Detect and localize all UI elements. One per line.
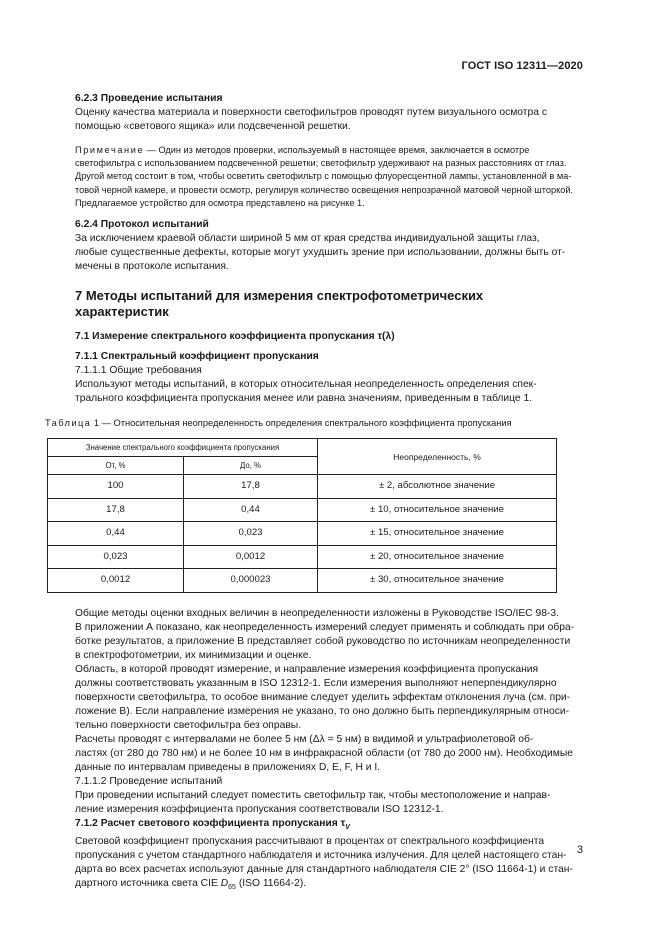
text-span: (ISO 11664-2). — [235, 877, 307, 889]
table-row — [48, 498, 557, 522]
table-row — [48, 545, 557, 569]
table-row — [48, 569, 557, 593]
table-cell-uncertainty: ± 20, относительное значение — [318, 545, 557, 569]
note-block — [75, 144, 583, 210]
paragraph-line: ложение В). Если направление измерения не указано, то оно должно быть перпендикулярным относи- — [75, 705, 570, 717]
table-cell-uncertainty: ± 15, относительное значение — [318, 522, 557, 546]
table-caption-label: Таблица — [45, 418, 92, 429]
section-heading-7: 7 Методы испытаний для измерения спектрофотометрических — [75, 288, 484, 304]
note-text: товой черной камере, и провести осмотр, регулируя количество освещения непрозрачной матовой черной шторкой. — [75, 184, 574, 195]
note-text: светофильтра с использованием подсвеченной решетки; светофильтр удерживают на разных расстояниях от глаз. — [75, 158, 567, 169]
illuminant-symbol: D — [220, 877, 229, 889]
section-heading-7-1-1: 7.1.1 Спектральный коэффициент пропускания — [75, 351, 319, 363]
paragraph-line: Область, в которой проводят измерение, и направление измерения коэффициента пропускания — [75, 663, 539, 675]
table-header-from: От, % — [48, 457, 184, 475]
table-cell-uncertainty: ± 30, относительное значение — [318, 569, 557, 593]
paragraph-line: ботке результатов, а приложение В представляет собой руководство по источникам неопределенности — [75, 635, 571, 647]
section-heading-6-2-4: 6.2.4 Протокол испытаний — [75, 219, 209, 231]
paragraph-line: Расчеты проводят с интервалами не более 5 нм (Δλ = 5 нм) в видимой и ультрафиолетовой об- — [75, 733, 534, 745]
table-cell-from: 0,0012 — [48, 569, 184, 593]
paragraph-line: поверхности светофильтра, то особое внимание следует уделить эффектам отклонения луча (см. при- — [75, 691, 571, 703]
paragraph-line: ластях (от 280 до 780 нм) и не более 10 нм в инфракрасной области (от 780 до 2000 нм). Необходимые — [75, 747, 573, 759]
standard-id-header: ГОСТ ISO 12311—2020 — [461, 60, 583, 72]
paragraph-line: должны соответствовать указанным в ISO 12312-1. Если измерения выполняют неперпендикулярно — [75, 677, 557, 689]
table-row — [48, 475, 557, 499]
paragraph-line: При проведении испытаний следует поместить светофильтр так, чтобы местоположение и направ- — [75, 789, 551, 801]
note-label: Примечание — [75, 145, 145, 155]
table-caption — [45, 416, 553, 430]
paragraph-line: в спектрофотометрии, их минимизации и оценке. — [75, 649, 312, 661]
table-cell-to: 0,44 — [184, 498, 318, 522]
table-cell-from: 100 — [48, 475, 184, 499]
paragraph-line: Используют методы испытаний, в которых относительная неопределенность определения спек- — [75, 379, 537, 391]
paragraph-line: За исключением краевой области шириной 5 мм от края средства индивидуальной защиты глаз, — [75, 233, 540, 245]
text-span: дартного источника света CIE — [75, 877, 221, 889]
paragraph-line: данные по интервалам приведены в приложениях D, E, F, H и I. — [75, 761, 381, 773]
tau-subscript: V — [345, 823, 350, 831]
note-text: Другой метод состоит в том, чтобы осветить светофильтр с помощью флуоресцентной лампы, установленной в ма- — [75, 171, 572, 182]
paragraph-line: ление измерения коэффициента пропускания соответствовали ISO 12312-1. — [75, 803, 444, 815]
paragraph-line: помощью «светового ящика» или подсвеченной решетки. — [75, 121, 351, 132]
table-header-to: До, % — [184, 457, 318, 475]
page-number: 3 — [576, 844, 583, 856]
table-cell-uncertainty: ± 2, абсолютное значение — [318, 475, 557, 499]
paragraph-line: пропускания с учетом стандартного наблюдателя и источника излучения. Для целей настоящего стан- — [75, 849, 567, 861]
note-text: Предлагаемое устройство для осмотра представлено на рисунке 1. — [75, 197, 365, 208]
table-cell-to: 0,0012 — [184, 545, 318, 569]
paragraph-line: Оценку качества материала и поверхности светофильтров проводят путем визуального осмотра с — [75, 107, 547, 118]
subsection-heading-7-1-1-2: 7.1.1.2 Проведение испытаний — [75, 775, 223, 787]
paragraph-line: Световой коэффициент пропускания рассчитывают в процентах от спектрального коэффициента — [75, 835, 545, 847]
note-text: — Один из методов проверки, используемый в настоящее время, заключается в осмотре — [144, 145, 530, 155]
paragraph-line: мечены в протоколе испытания. — [75, 261, 229, 273]
table-cell-from: 0,44 — [48, 522, 184, 546]
table-header-group: Значение спектрального коэффициента пропускания — [48, 439, 318, 457]
paragraph-line — [75, 877, 583, 895]
table-cell-uncertainty: ± 10, относительное значение — [318, 498, 557, 522]
uncertainty-table — [47, 438, 557, 593]
section-heading-7-cont: характеристик — [75, 304, 169, 320]
section-heading-7-1-2 — [75, 817, 583, 835]
paragraph-line: дарта во всех расчетах используют данные для стандартного наблюдателя CIE 2° (ISO 11664-1) и стан- — [75, 863, 573, 875]
section-heading-6-2-3: 6.2.3 Проведение испытания — [75, 93, 223, 104]
paragraph-line: тельно поверхности светофильтра без оправы. — [75, 719, 302, 731]
section-heading-7-1-2-text: 7.1.2 Расчет светового коэффициента пропускания τ — [75, 817, 346, 829]
paragraph-line: В приложении А показано, как неопределенность измерений следует применять и соблюдать при обра- — [75, 621, 575, 633]
table-cell-to: 0,023 — [184, 522, 318, 546]
table-cell-to: 17,8 — [184, 475, 318, 499]
illuminant-subscript: 65 — [228, 883, 236, 891]
paragraph-line: трального коэффициента пропускания менее или равна значениям, приведенным в таблице 1. — [75, 393, 533, 405]
table-header-uncertainty: Неопределенность, % — [318, 439, 557, 475]
table-cell-from: 17,8 — [48, 498, 184, 522]
table-caption-text: 1 — Относительная неопределенность определения спектрального коэффициента пропускания — [91, 418, 512, 429]
subsection-heading-7-1-1-1: 7.1.1.1 Общие требования — [75, 365, 202, 377]
table-cell-from: 0,023 — [48, 545, 184, 569]
page-content — [45, 92, 583, 895]
section-heading-7-1: 7.1 Измерение спектрального коэффициента пропускания τ(λ) — [75, 331, 395, 343]
table-row — [48, 522, 557, 546]
table-cell-to: 0,000023 — [184, 569, 318, 593]
paragraph-line: Общие методы оценки входных величин в неопределенности изложены в Руководстве ISO/IEC 98-3. — [75, 607, 559, 619]
paragraph-line: любые существенные дефекты, которые могут ухудшить зрение при использовании, должны быть от- — [75, 247, 566, 259]
